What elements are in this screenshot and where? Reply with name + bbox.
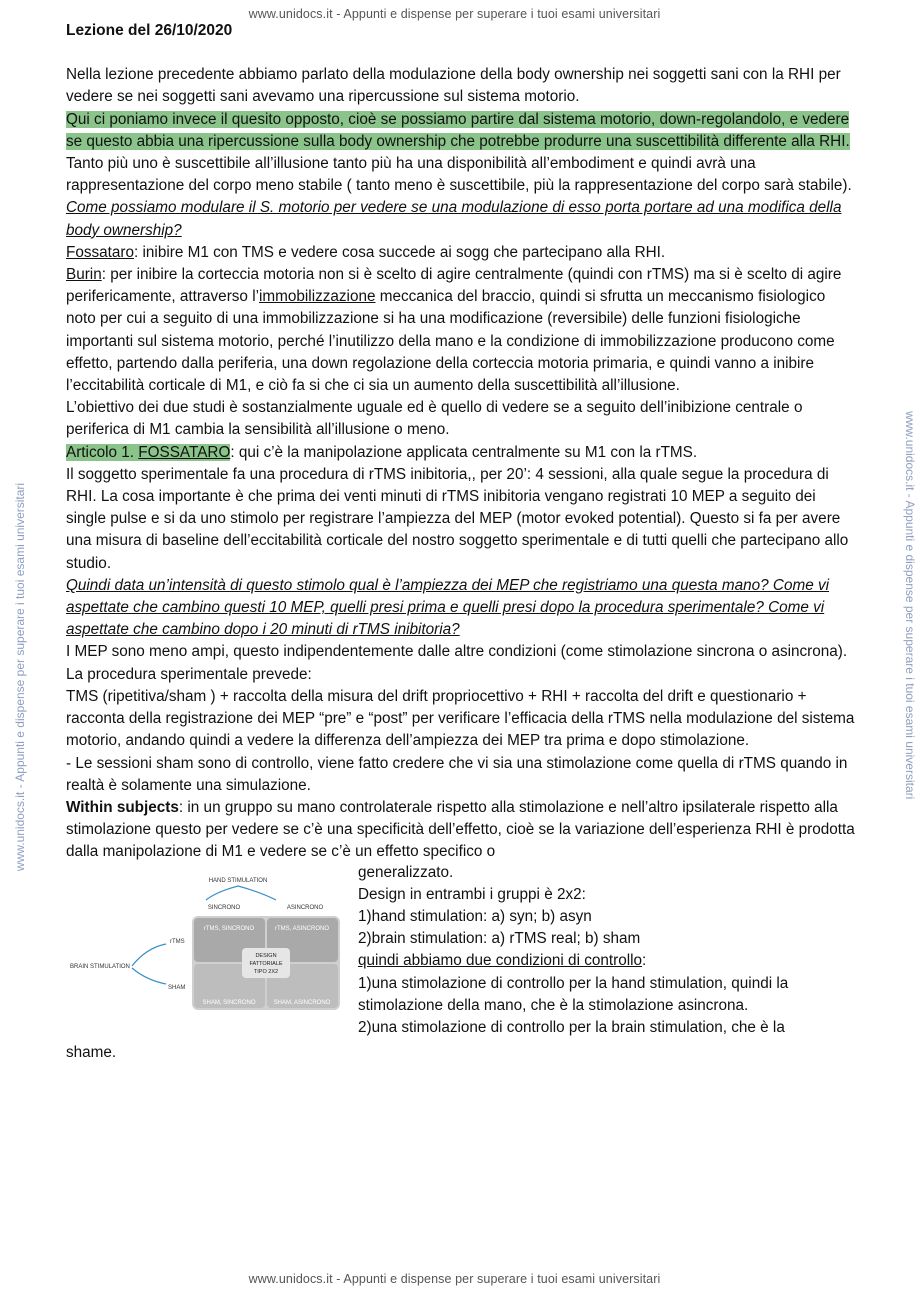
last-line: shame. xyxy=(66,1043,117,1061)
fig-rtms: rTMS xyxy=(170,938,185,945)
footer-watermark: www.unidocs.it - Appunti e dispense per superare i tuoi esami universitari xyxy=(248,1272,661,1286)
within-label: Within subjects xyxy=(66,798,179,816)
side-line-6: 1)una stimolazione di controllo per la hand stimulation, quindi la stimolazione della mano, che è la stimolazione asincrona. xyxy=(358,974,789,1014)
paragraph-obiettivo: L’obiettivo dei due studi è sostanzialmente uguale ed è quello di vedere se a seguito dell’inibizione centrale o periferica di M1 cambia la sensibilità all’illusione o meno. xyxy=(66,399,803,439)
question-2: Quindi data un’intensità di questo stimolo qual è l’ampiezza dei MEP che registriamo una questa mano? Come vi aspettate che cambino questi 10 MEP, quelli presi prima e quelli presi dopo la procedura sperimentale? Come vi aspettate che cambino dopo i 20 minuti di rTMS inibitoria? xyxy=(66,576,829,639)
paragraph-tms: TMS (ripetitiva/sham ) + raccolta della misura del drift propriocettivo + RHI + raccolta del drift e questionario + racconta della registrazione dei MEP “pre” e “post” per verificare l’efficacia della rTMS nella modulazione del sistema motorio, andando quindi a vedere la differenza dell’ampiezza dei MEP tra prima e dopo stimolazione. xyxy=(66,687,855,750)
fig-sincrono: SINCRONO xyxy=(207,904,241,911)
fig-arrow-asincrono xyxy=(238,886,276,900)
paragraph-articolo xyxy=(66,442,856,464)
articolo-number: Articolo 1. xyxy=(66,443,139,461)
design-figure xyxy=(66,864,356,1014)
figure-side-text xyxy=(358,862,858,1040)
fig-center-l1: DESIGN xyxy=(255,952,277,959)
fossataro-label: Fossataro xyxy=(66,243,135,261)
articolo-name: FOSSATARO xyxy=(138,443,231,461)
articolo-label xyxy=(66,444,230,461)
document-title: Lezione del 26/10/2020 xyxy=(66,22,233,39)
paragraph-soggetto: Il soggetto sperimentale fa una procedura di rTMS inibitoria,, per 20’: 4 sessioni, alla quale segue la procedura di RHI. La cosa importante è che prima dei venti minuti di rTMS inibitoria vengano registrati 10 MEP a seguito dei single pulse e si da uno stimolo per registrare l’ampiezza del MEP (motor evoked potential). Questo si fa per avere una misura di baseline dell’eccitabilità corticale del nostro soggetto sperimentale e di tutti quelli che partecipano allo studio. xyxy=(66,465,849,572)
fossataro-text: : inibire M1 con TMS e vedere cosa succede ai sogg che partecipano alla RHI. xyxy=(134,243,666,261)
burin-text-a: : per inibire la corteccia motoria non si è scelto di agire centralmente (quindi con rTMS) ma si è scelto di agire perifericamente, attraverso l’ xyxy=(66,266,842,306)
right-side-watermark: www.unidocs.it - Appunti e dispense per superare i tuoi esami universitari xyxy=(903,411,918,800)
fig-cell-br-label: SHAM, ASINCRONO xyxy=(273,999,331,1006)
burin-label: Burin xyxy=(66,266,102,284)
paragraph-within xyxy=(66,797,856,864)
within-text: : in un gruppo su mano controlaterale rispetto alla stimolazione e nell’altro ipsilaterale rispetto alla stimolazione questo per vedere se c’è una specificità dell’effetto, cioè se la variazione dell’esperienza RHI è prodotta dalla manipolazione di M1 e vedere se c’è un effetto specifico o xyxy=(66,798,855,861)
fig-center-l2: FATTORIALE xyxy=(249,960,283,967)
paragraph-susceptibility: Tanto più uno è suscettibile all’illusione tanto più ha una disponibilità all’embodiment e quindi avrà una rappresentazione del corpo meno stabile ( tanto meno è suscettibile, più la rappresentazione del corpo sarà stabile). xyxy=(66,155,852,195)
articolo-text: : qui c’è la manipolazione applicata centralmente su M1 con la rTMS. xyxy=(230,443,698,461)
fig-cell-tr-label: rTMS, ASINCRONO xyxy=(274,925,330,932)
document-page xyxy=(66,20,856,1064)
fig-sham: SHAM xyxy=(168,984,186,991)
side-line-7: 2)una stimolazione di controllo per la brain stimulation, che è la xyxy=(358,1018,785,1036)
burin-underlined-word: immobilizzazione xyxy=(259,288,376,306)
side-line-3: 1)hand stimulation: a) syn; b) asyn xyxy=(358,907,592,925)
header-watermark: www.unidocs.it - Appunti e dispense per superare i tuoi esami universitari xyxy=(248,7,661,21)
paragraph-sham: - Le sessioni sham sono di controllo, viene fatto credere che vi sia una stimolazione come quella di rTMS quando in realtà è solamente una simulazione. xyxy=(66,754,848,794)
fig-cell-tl-label: rTMS, SINCRONO xyxy=(203,925,255,932)
fig-arrow-sincrono xyxy=(206,886,238,900)
left-side-watermark: www.unidocs.it - Appunti e dispense per superare i tuoi esami universitari xyxy=(12,482,27,872)
side-line-1: generalizzato. xyxy=(358,863,454,881)
burin-text-b: meccanica del braccio, quindi si sfrutta un meccanismo fisiologico noto per cui a seguito di una immobilizzazione si ha una modificazione (reversibile) delle funzioni fisiologiche importanti sul sistema motorio, perché l’inutilizzo della mano e la condizione di immobilizzazione producono come effetto, partendo dalla periferia, una down regolazione della corteccia motoria primaria, e quindi vanno a inibire l’eccitabilità corticale di M1, e ciò fa si che ci sia un aumento della suscettibilità all’illusione. xyxy=(66,288,835,395)
side-line-4: 2)brain stimulation: a) rTMS real; b) sham xyxy=(358,930,641,948)
paragraph-fossataro xyxy=(66,242,856,264)
paragraph-highlight xyxy=(66,109,856,153)
question-1: Come possiamo modulare il S. motorio per vedere se una modulazione di esso porta portare ad una modifica della body ownership? xyxy=(66,199,842,239)
fig-center-l3: TIPO 2X2 xyxy=(253,968,279,975)
paragraph-burin xyxy=(66,264,856,397)
paragraph-procedura: La procedura sperimentale prevede: xyxy=(66,665,312,683)
highlighted-text: Qui ci poniamo invece il quesito opposto, cioè se possiamo partire dal sistema motorio, down-regolandolo, e vedere se questo abbia una ripercussione sulla body ownership che potrebbe produrre una suscettibilità differente alla RHI. xyxy=(66,110,850,150)
fig-asincrono: ASINCRONO xyxy=(286,904,324,911)
paragraph-intro: Nella lezione precedente abbiamo parlato della modulazione della body ownership nei soggetti sani con la RHI per vedere se nei soggetti sani avevamo una ripercussione sul sistema motorio. xyxy=(66,66,841,106)
figure-row xyxy=(66,864,856,1042)
side-line-5-underlined: quindi abbiamo due condizioni di controllo xyxy=(358,952,643,970)
fig-cell-bl-label: SHAM, SINCRONO xyxy=(202,999,256,1006)
side-line-5 xyxy=(358,950,858,972)
side-line-2: Design in entrambi i gruppi è 2x2: xyxy=(358,885,586,903)
paragraph-mep: I MEP sono meno ampi, questo indipendentemente dalle altre condizioni (come stimolazione sincrona o asincrona). xyxy=(66,643,848,661)
fig-arrow-rtms xyxy=(132,944,166,966)
fig-hand-stimulation: HAND STIMULATION xyxy=(208,877,268,884)
fig-arrow-sham xyxy=(132,968,166,984)
fig-brain-stimulation: BRAIN STIMULATION xyxy=(70,963,130,970)
side-line-5-colon: : xyxy=(642,952,647,970)
